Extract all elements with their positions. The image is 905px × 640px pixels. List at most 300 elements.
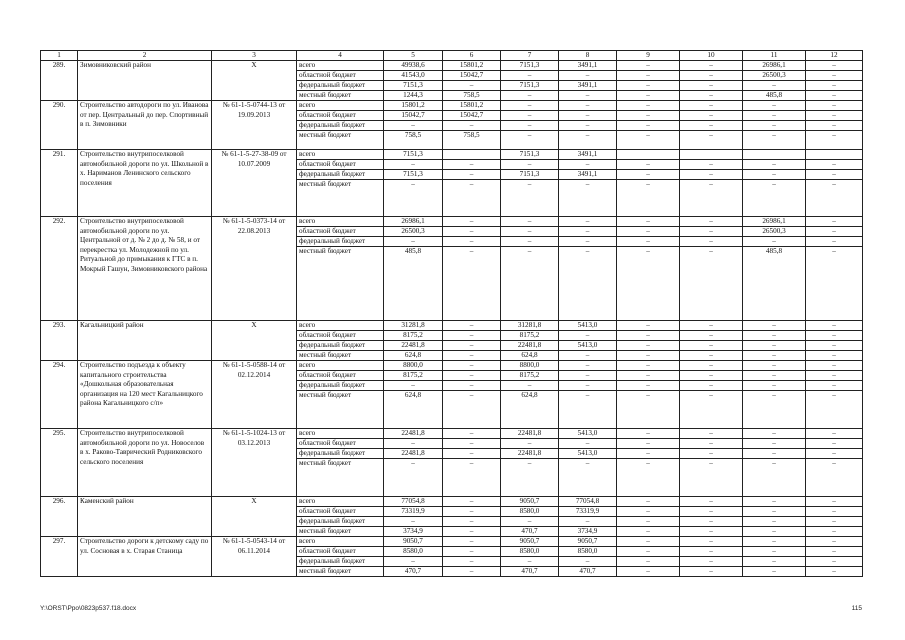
amount-cell: – — [743, 237, 806, 247]
row-number: 297. — [41, 537, 78, 577]
amount-cell: – — [743, 160, 806, 170]
object-name: Строительство внутрипоселковой автомобильной дороги по ул. Центральной от д. № 2 до д. № 58, и от перекрестка ул. Молодежной по ул. Ритуальной до примыкания к ГТС в п. Мокрый Гашун, Зимовниковского района — [78, 217, 212, 321]
amount-cell: – — [617, 351, 680, 361]
amount-cell: 15801,2 — [443, 61, 501, 71]
amount-cell: 15042,7 — [443, 71, 501, 81]
amount-cell: – — [501, 131, 559, 150]
amount-cell: 22481,8 — [501, 449, 559, 459]
amount-cell: 15042,7 — [384, 111, 443, 121]
amount-cell: – — [384, 459, 443, 497]
amount-cell: – — [680, 101, 743, 111]
amount-cell: 8175,2 — [384, 371, 443, 381]
amount-cell: – — [680, 567, 743, 577]
amount-cell: – — [443, 567, 501, 577]
amount-cell: – — [680, 381, 743, 391]
amount-cell: 624,8 — [501, 391, 559, 429]
amount-cell: – — [443, 361, 501, 371]
table-row — [41, 101, 863, 111]
amount-cell: – — [501, 121, 559, 131]
amount-cell: – — [617, 449, 680, 459]
amount-cell: 41543,0 — [384, 71, 443, 81]
amount-cell: – — [617, 497, 680, 507]
amount-cell: – — [617, 81, 680, 91]
amount-cell: – — [559, 180, 617, 217]
amount-cell: – — [617, 537, 680, 547]
amount-cell: – — [743, 497, 806, 507]
amount-cell: 624,8 — [501, 351, 559, 361]
amount-cell: – — [559, 237, 617, 247]
amount-cell: – — [806, 101, 863, 111]
amount-cell: – — [617, 180, 680, 217]
amount-cell: – — [443, 439, 501, 449]
amount-cell: 1244,3 — [384, 91, 443, 101]
amount-cell: – — [443, 180, 501, 217]
amount-cell: – — [443, 381, 501, 391]
amount-cell: – — [443, 351, 501, 361]
amount-cell: – — [806, 391, 863, 429]
amount-cell: 8580,0 — [384, 547, 443, 557]
table-row — [41, 497, 863, 507]
amount-cell: – — [443, 341, 501, 351]
amount-cell: – — [806, 81, 863, 91]
column-number: 9 — [617, 51, 680, 61]
amount-cell: – — [806, 160, 863, 170]
file-path: Y:\ORST\Ppo\0823p537.f18.docx — [40, 605, 137, 612]
page-number: 115 — [851, 605, 862, 612]
budget-type: областной бюджет — [297, 507, 384, 517]
object-name: Строительство подъезда к объекту капитального строительства «Дошкольная образовательная организация на 120 мест Кагальницкого района Кагальницкого с/п» — [78, 361, 212, 429]
amount-cell: – — [443, 537, 501, 547]
column-number: 5 — [384, 51, 443, 61]
column-number: 11 — [743, 51, 806, 61]
amount-cell: – — [443, 547, 501, 557]
amount-cell: 26500,3 — [743, 227, 806, 237]
amount-cell: 9050,7 — [501, 497, 559, 507]
amount-cell: 15042,7 — [443, 111, 501, 121]
amount-cell: – — [384, 180, 443, 217]
expertise-reference: № 61-1-5-0588-14 от 02.12.2014 — [212, 361, 297, 429]
amount-cell — [617, 150, 680, 160]
amount-cell: – — [680, 351, 743, 361]
table-row — [41, 61, 863, 71]
table-row — [41, 429, 863, 439]
amount-cell: – — [617, 391, 680, 429]
amount-cell: – — [501, 439, 559, 449]
amount-cell: – — [743, 351, 806, 361]
amount-cell: – — [384, 237, 443, 247]
amount-cell: – — [806, 567, 863, 577]
amount-cell: 22481,8 — [501, 341, 559, 351]
amount-cell: – — [743, 537, 806, 547]
amount-cell: 470,7 — [501, 567, 559, 577]
amount-cell: 758,5 — [384, 131, 443, 150]
amount-cell: – — [680, 547, 743, 557]
amount-cell: 3734,9 — [384, 527, 443, 537]
amount-cell: – — [559, 71, 617, 81]
budget-type: местный бюджет — [297, 391, 384, 429]
amount-cell: 7151,3 — [501, 150, 559, 160]
amount-cell: – — [743, 381, 806, 391]
amount-cell: 5413,0 — [559, 341, 617, 351]
amount-cell: 9050,7 — [501, 537, 559, 547]
row-number: 289. — [41, 61, 78, 101]
amount-cell: – — [443, 557, 501, 567]
amount-cell: – — [680, 131, 743, 150]
amount-cell: – — [680, 429, 743, 439]
amount-cell: – — [501, 381, 559, 391]
table-row — [41, 537, 863, 547]
amount-cell: – — [559, 121, 617, 131]
amount-cell: – — [443, 237, 501, 247]
amount-cell: – — [443, 371, 501, 381]
budget-type: всего — [297, 321, 384, 331]
table-row — [41, 150, 863, 160]
amount-cell: – — [680, 341, 743, 351]
amount-cell: – — [617, 121, 680, 131]
amount-cell: 77054,8 — [559, 497, 617, 507]
amount-cell: – — [806, 121, 863, 131]
amount-cell: 758,5 — [443, 131, 501, 150]
expertise-reference: Х — [212, 61, 297, 101]
amount-cell: – — [617, 91, 680, 101]
amount-cell: – — [559, 381, 617, 391]
amount-cell: – — [743, 449, 806, 459]
amount-cell: – — [806, 227, 863, 237]
amount-cell: – — [806, 71, 863, 81]
object-name: Каменский район — [78, 497, 212, 537]
amount-cell: 26986,1 — [384, 217, 443, 227]
amount-cell: – — [680, 517, 743, 527]
amount-cell: – — [384, 121, 443, 131]
amount-cell: 470,7 — [501, 527, 559, 537]
amount-cell: 31281,8 — [384, 321, 443, 331]
budget-type: федеральный бюджет — [297, 341, 384, 351]
amount-cell: – — [443, 81, 501, 91]
amount-cell: 5413,0 — [559, 321, 617, 331]
object-name: Строительство внутрипоселковой автомобильной дороги по ул. Новоселов в х. Раково-Таврический Родниковского сельского поселения — [78, 429, 212, 497]
budget-type: местный бюджет — [297, 247, 384, 321]
amount-cell: – — [743, 341, 806, 351]
amount-cell: – — [680, 160, 743, 170]
amount-cell: 485,8 — [743, 91, 806, 101]
expertise-reference: № 61-1-5-27-38-09 от 10.07.2009 — [212, 150, 297, 217]
amount-cell: 5413,0 — [559, 449, 617, 459]
amount-cell: – — [680, 81, 743, 91]
amount-cell: – — [806, 361, 863, 371]
amount-cell: – — [501, 557, 559, 567]
table-row — [41, 361, 863, 371]
budget-type: федеральный бюджет — [297, 449, 384, 459]
budget-type: всего — [297, 497, 384, 507]
amount-cell: – — [501, 459, 559, 497]
amount-cell: 26986,1 — [743, 61, 806, 71]
amount-cell: – — [680, 371, 743, 381]
budget-type: федеральный бюджет — [297, 557, 384, 567]
amount-cell: – — [806, 557, 863, 567]
amount-cell: – — [680, 180, 743, 217]
budget-type: всего — [297, 217, 384, 227]
budget-type: областной бюджет — [297, 227, 384, 237]
column-number: 2 — [78, 51, 212, 61]
amount-cell: – — [743, 567, 806, 577]
amount-cell: – — [617, 361, 680, 371]
amount-cell: 26500,3 — [384, 227, 443, 237]
budget-type: федеральный бюджет — [297, 121, 384, 131]
amount-cell: – — [680, 217, 743, 227]
amount-cell: – — [680, 439, 743, 449]
amount-cell: – — [806, 459, 863, 497]
amount-cell — [680, 150, 743, 160]
amount-cell: 9050,7 — [384, 537, 443, 547]
amount-cell: – — [501, 247, 559, 321]
object-name: Кагальницкий район — [78, 321, 212, 361]
object-name: Строительство автодороги по ул. Иванова от пер. Центральный до пер. Спортивный в п. Зимовники — [78, 101, 212, 150]
amount-cell: 8175,2 — [501, 331, 559, 341]
amount-cell: – — [680, 459, 743, 497]
amount-cell: – — [806, 449, 863, 459]
amount-cell: – — [443, 497, 501, 507]
amount-cell: – — [501, 101, 559, 111]
amount-cell: – — [617, 381, 680, 391]
amount-cell: 3734,9 — [559, 527, 617, 537]
row-number: 293. — [41, 321, 78, 361]
amount-cell: – — [680, 111, 743, 121]
amount-cell: – — [384, 557, 443, 567]
amount-cell: – — [806, 429, 863, 439]
amount-cell: – — [443, 227, 501, 237]
amount-cell: 73319,9 — [559, 507, 617, 517]
amount-cell: – — [680, 91, 743, 101]
amount-cell: – — [806, 61, 863, 71]
amount-cell: 49938,6 — [384, 61, 443, 71]
column-number: 12 — [806, 51, 863, 61]
object-name: Зимовниковский район — [78, 61, 212, 101]
amount-cell: – — [617, 439, 680, 449]
amount-cell: 470,7 — [559, 567, 617, 577]
amount-cell: 22481,8 — [384, 449, 443, 459]
column-number: 4 — [297, 51, 384, 61]
amount-cell: – — [384, 160, 443, 170]
budget-type: всего — [297, 61, 384, 71]
amount-cell: – — [743, 121, 806, 131]
amount-cell: 22481,8 — [384, 429, 443, 439]
amount-cell: – — [559, 557, 617, 567]
budget-type: федеральный бюджет — [297, 81, 384, 91]
amount-cell: 22481,8 — [384, 341, 443, 351]
amount-cell: – — [559, 160, 617, 170]
amount-cell: – — [559, 131, 617, 150]
amount-cell: – — [559, 331, 617, 341]
column-number: 6 — [443, 51, 501, 61]
amount-cell: – — [806, 517, 863, 527]
amount-cell: – — [680, 449, 743, 459]
budget-type: местный бюджет — [297, 131, 384, 150]
amount-cell: – — [680, 361, 743, 371]
amount-cell: – — [617, 331, 680, 341]
budget-table — [40, 50, 863, 577]
amount-cell: – — [617, 371, 680, 381]
amount-cell: 7151,3 — [384, 170, 443, 180]
expertise-reference: № 61-1-5-1024-13 от 03.12.2013 — [212, 429, 297, 497]
amount-cell: – — [559, 459, 617, 497]
amount-cell: – — [743, 331, 806, 341]
amount-cell: – — [806, 507, 863, 517]
amount-cell: 26986,1 — [743, 217, 806, 227]
row-number: 292. — [41, 217, 78, 321]
amount-cell: – — [743, 439, 806, 449]
amount-cell: – — [680, 121, 743, 131]
amount-cell: 3491,1 — [559, 81, 617, 91]
amount-cell: 7151,3 — [384, 81, 443, 91]
amount-cell: – — [443, 459, 501, 497]
amount-cell: – — [743, 459, 806, 497]
amount-cell — [443, 150, 501, 160]
budget-type: всего — [297, 429, 384, 439]
amount-cell: – — [501, 180, 559, 217]
amount-cell: – — [443, 247, 501, 321]
amount-cell: – — [743, 391, 806, 429]
amount-cell: – — [680, 537, 743, 547]
amount-cell: – — [384, 439, 443, 449]
amount-cell: 485,8 — [743, 247, 806, 321]
amount-cell: – — [806, 439, 863, 449]
amount-cell: – — [559, 371, 617, 381]
expertise-reference: Х — [212, 321, 297, 361]
amount-cell: – — [501, 71, 559, 81]
amount-cell: – — [559, 351, 617, 361]
amount-cell: – — [617, 517, 680, 527]
amount-cell: 15801,2 — [384, 101, 443, 111]
amount-cell: 73319,9 — [384, 507, 443, 517]
amount-cell: – — [443, 217, 501, 227]
amount-cell: 77054,8 — [384, 497, 443, 507]
object-name: Строительство внутрипоселковой автомобильной дороги по ул. Школьной в х. Нариманов Ленинского сельского поселения — [78, 150, 212, 217]
amount-cell: – — [501, 217, 559, 227]
amount-cell: – — [680, 331, 743, 341]
amount-cell: 8800,0 — [384, 361, 443, 371]
budget-type: областной бюджет — [297, 111, 384, 121]
amount-cell: – — [806, 111, 863, 121]
amount-cell: – — [501, 111, 559, 121]
amount-cell: – — [559, 91, 617, 101]
amount-cell: – — [617, 160, 680, 170]
amount-cell: 7151,3 — [501, 170, 559, 180]
amount-cell: – — [559, 439, 617, 449]
amount-cell: – — [501, 237, 559, 247]
amount-cell: 26500,3 — [743, 71, 806, 81]
amount-cell: – — [617, 131, 680, 150]
amount-cell: 7151,3 — [501, 81, 559, 91]
amount-cell: – — [680, 237, 743, 247]
amount-cell: – — [501, 517, 559, 527]
budget-type: областной бюджет — [297, 371, 384, 381]
amount-cell: – — [443, 429, 501, 439]
amount-cell: – — [806, 180, 863, 217]
budget-type: федеральный бюджет — [297, 381, 384, 391]
amount-cell: – — [680, 527, 743, 537]
amount-cell: – — [559, 247, 617, 321]
amount-cell: 8175,2 — [384, 331, 443, 341]
amount-cell: – — [559, 517, 617, 527]
amount-cell: – — [806, 170, 863, 180]
amount-cell: – — [743, 101, 806, 111]
amount-cell: – — [680, 557, 743, 567]
amount-cell: – — [559, 391, 617, 429]
amount-cell: – — [806, 217, 863, 227]
amount-cell: 8580,0 — [501, 547, 559, 557]
expertise-reference: № 61-1-5-0373-14 от 22.08.2013 — [212, 217, 297, 321]
amount-cell: 3491,1 — [559, 61, 617, 71]
amount-cell: 9050,7 — [559, 537, 617, 547]
amount-cell: – — [806, 247, 863, 321]
row-number: 294. — [41, 361, 78, 429]
amount-cell: – — [806, 331, 863, 341]
amount-cell: – — [559, 227, 617, 237]
amount-cell: 8800,0 — [501, 361, 559, 371]
amount-cell: – — [743, 131, 806, 150]
amount-cell: – — [443, 449, 501, 459]
amount-cell: – — [806, 527, 863, 537]
amount-cell: – — [443, 517, 501, 527]
amount-cell: – — [743, 111, 806, 121]
amount-cell: – — [680, 321, 743, 331]
amount-cell: – — [743, 557, 806, 567]
amount-cell: – — [617, 341, 680, 351]
budget-type: местный бюджет — [297, 91, 384, 101]
expertise-reference: № 61-1-5-0543-14 от 06.11.2014 — [212, 537, 297, 577]
amount-cell: – — [559, 361, 617, 371]
amount-cell: – — [443, 391, 501, 429]
amount-cell: – — [680, 227, 743, 237]
amount-cell: – — [806, 547, 863, 557]
amount-cell: – — [617, 429, 680, 439]
amount-cell: – — [617, 71, 680, 81]
amount-cell: – — [743, 547, 806, 557]
amount-cell: 624,8 — [384, 351, 443, 361]
budget-type: областной бюджет — [297, 439, 384, 449]
budget-type: всего — [297, 361, 384, 371]
amount-cell: – — [743, 527, 806, 537]
amount-cell: 8175,2 — [501, 371, 559, 381]
column-number: 7 — [501, 51, 559, 61]
table-row — [41, 321, 863, 331]
expertise-reference: № 61-1-5-0744-13 от 19.09.2013 — [212, 101, 297, 150]
header-row — [41, 51, 863, 61]
row-number: 295. — [41, 429, 78, 497]
object-name: Строительство дороги к детскому саду по ул. Сосновая в х. Старая Станица — [78, 537, 212, 577]
budget-type: всего — [297, 537, 384, 547]
amount-cell: – — [617, 459, 680, 497]
budget-type: местный бюджет — [297, 527, 384, 537]
amount-cell: – — [806, 497, 863, 507]
amount-cell: – — [680, 507, 743, 517]
amount-cell: – — [680, 247, 743, 321]
amount-cell: – — [743, 361, 806, 371]
amount-cell: – — [617, 557, 680, 567]
amount-cell: – — [806, 351, 863, 361]
amount-cell: – — [617, 111, 680, 121]
amount-cell: – — [617, 321, 680, 331]
column-number: 10 — [680, 51, 743, 61]
amount-cell: – — [559, 101, 617, 111]
amount-cell: – — [443, 170, 501, 180]
amount-cell: – — [443, 121, 501, 131]
amount-cell: – — [806, 371, 863, 381]
amount-cell: – — [501, 91, 559, 101]
budget-type: областной бюджет — [297, 71, 384, 81]
amount-cell: – — [501, 227, 559, 237]
budget-type: федеральный бюджет — [297, 170, 384, 180]
